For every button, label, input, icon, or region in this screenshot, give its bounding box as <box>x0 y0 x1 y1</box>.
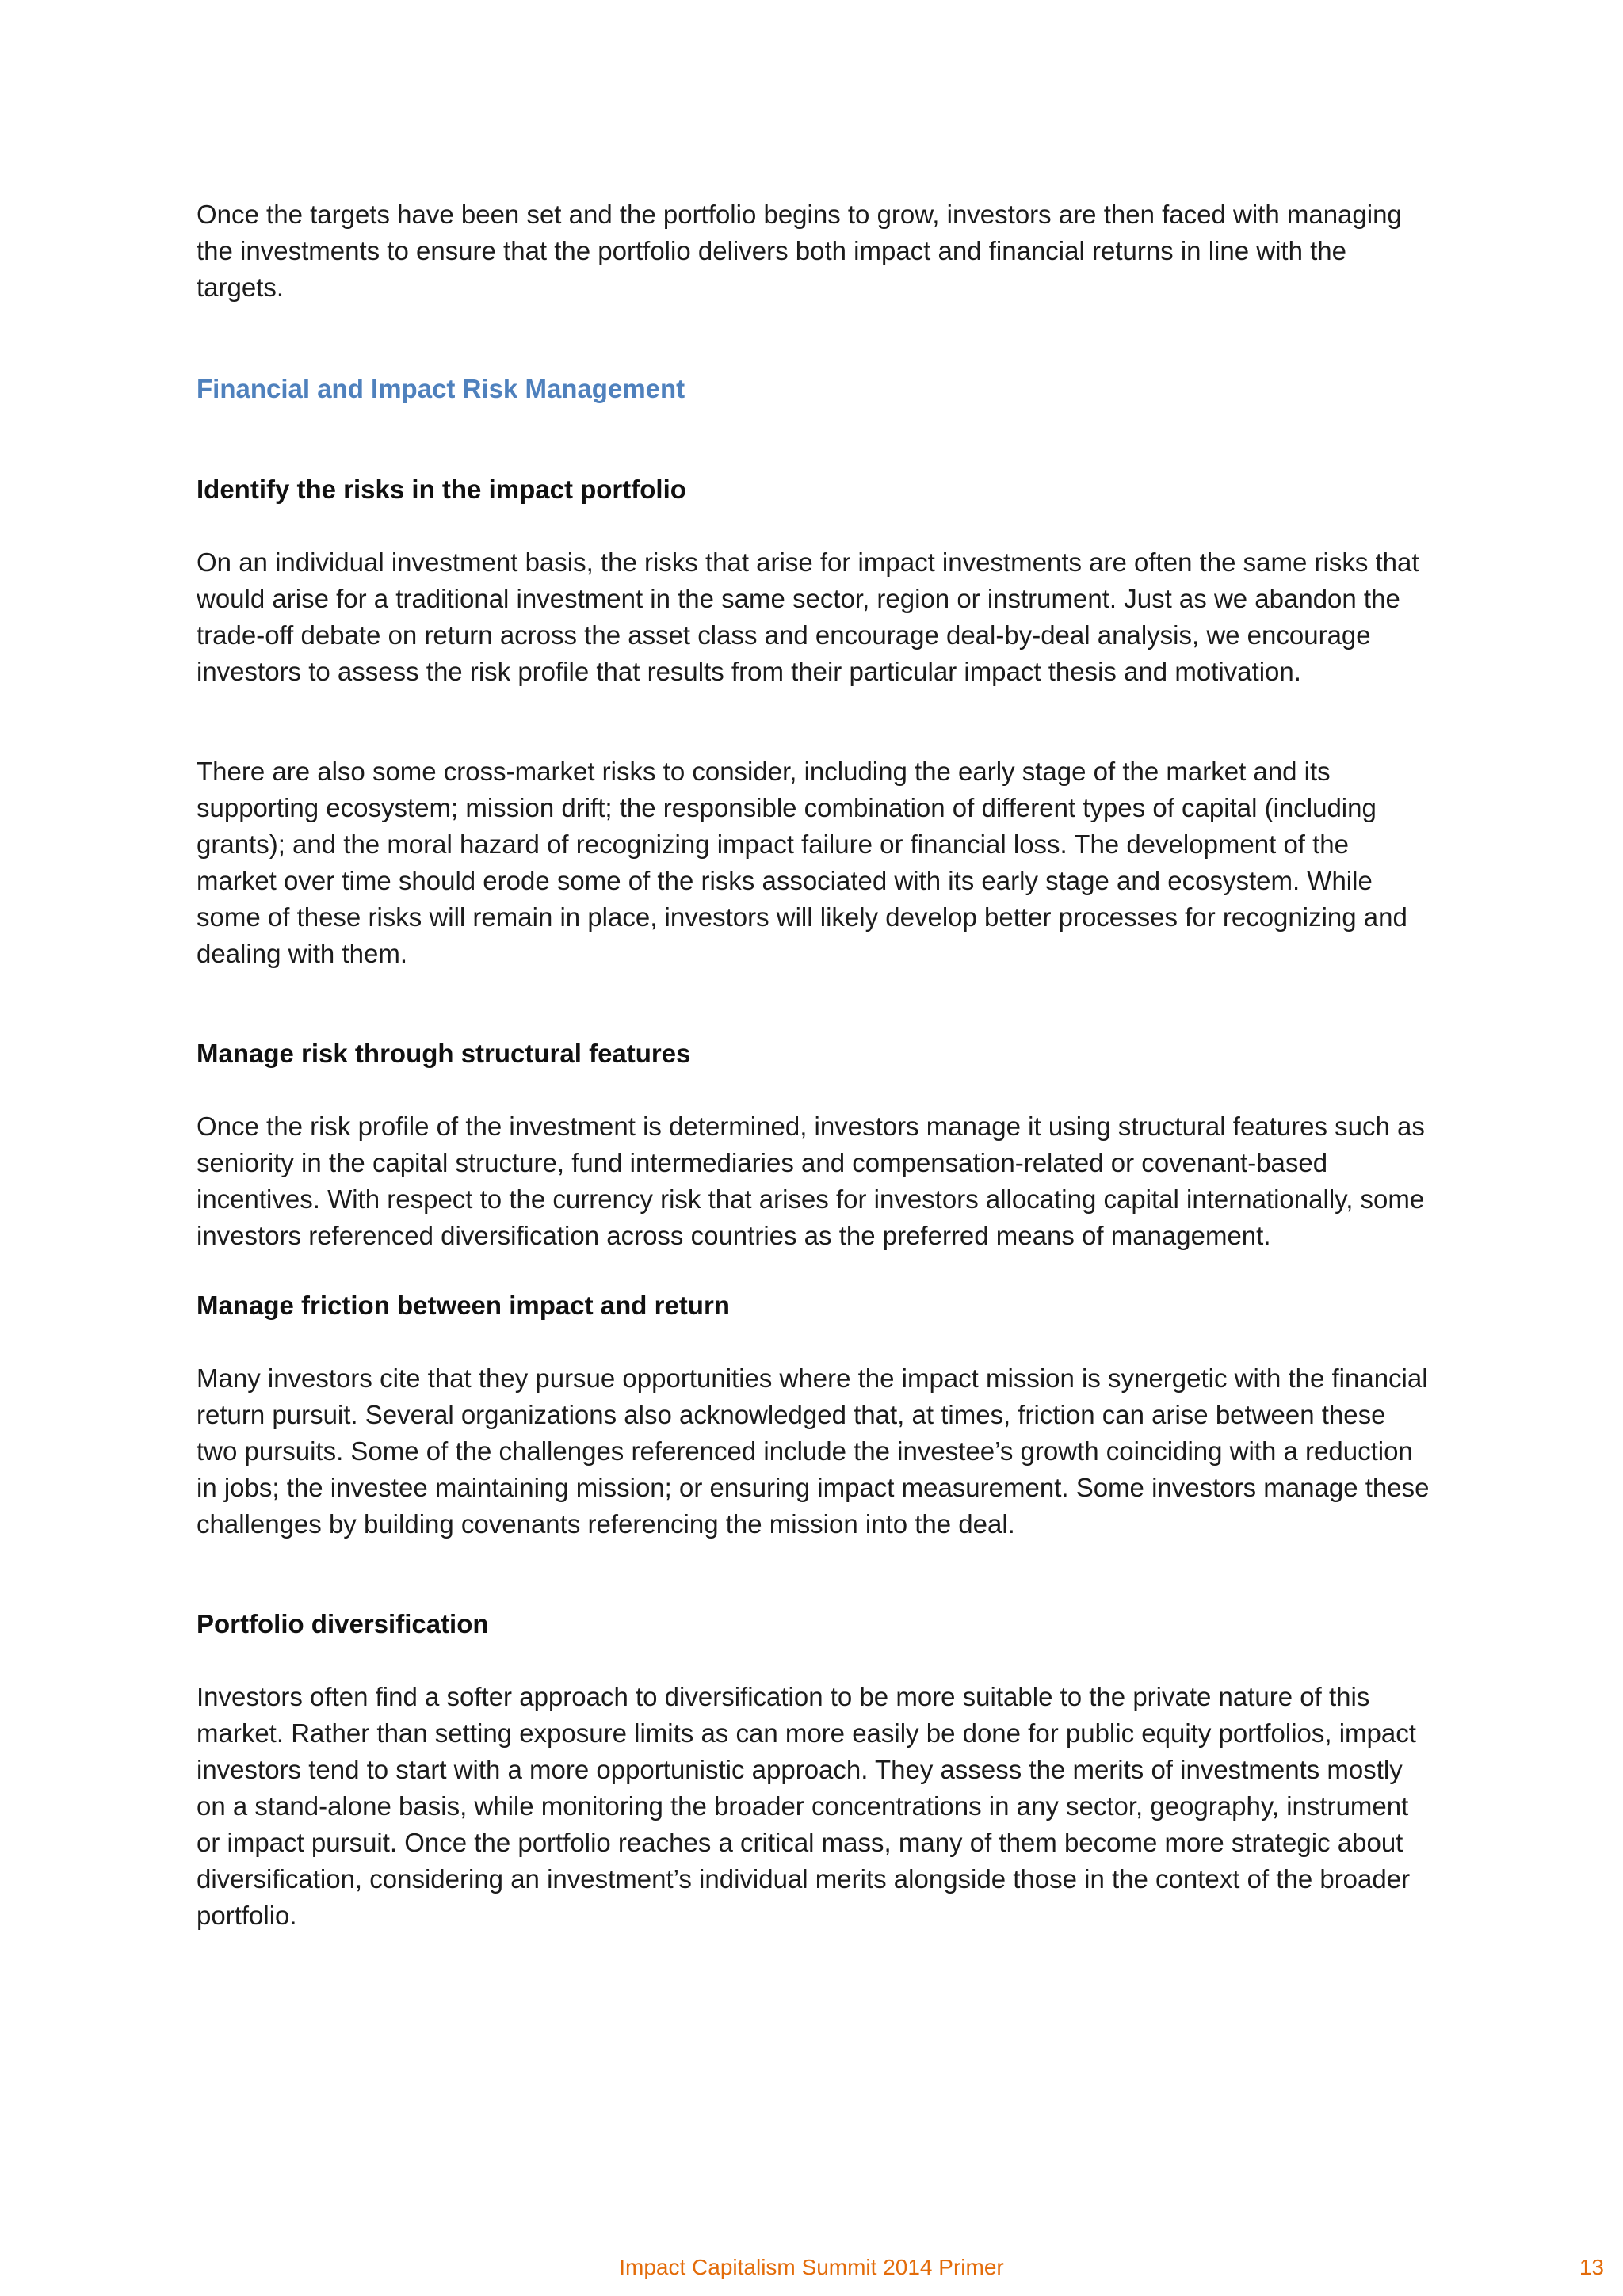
page-content <box>197 196 1433 1934</box>
structural-features-heading: Manage risk through structural features <box>197 1039 691 1068</box>
structural-features-paragraph: Once the risk profile of the investment is determined, investors manage it using structural features such as seniority in the capital structure, fund intermediaries and compensation-related or covenant-based incentives. With respect to the currency risk that arises for investors allocating capital internationally, some investors referenced diversification across countries as the preferred means of management. <box>197 1112 1425 1250</box>
page-number: 13 <box>1579 2255 1604 2279</box>
identify-risks-paragraph-2: There are also some cross-market risks to consider, including the early stage of the market and its supporting ecosystem; mission drift; the responsible combination of different types of capital (including grants); and the moral hazard of recognizing impact failure or financial loss. The development of the market over time should erode some of the risks associated with its early stage and ecosystem. While some of these risks will remain in place, investors will likely develop better processes for recognizing and dealing with them. <box>197 757 1407 968</box>
identify-risks-heading: Identify the risks in the impact portfolio <box>197 475 686 504</box>
friction-heading: Manage friction between impact and return <box>197 1291 730 1320</box>
diversification-heading: Portfolio diversification <box>197 1609 489 1638</box>
intro-paragraph: Once the targets have been set and the portfolio begins to grow, investors are then faced with managing the investments to ensure that the portfolio delivers both impact and financial returns in line with the targets. <box>197 200 1402 302</box>
identify-risks-paragraph-1: On an individual investment basis, the risks that arise for impact investments are often the same risks that would arise for a traditional investment in the same sector, region or instrument. Just as we abandon the trade-off debate on return across the asset class and encourage deal-by-deal analysis, we encourage investors to assess the risk profile that results from their particular impact thesis and motivation. <box>197 547 1419 686</box>
footer-title: Impact Capitalism Summit 2014 Primer <box>619 2255 1004 2279</box>
diversification-paragraph: Investors often find a softer approach to diversification to be more suitable to the private nature of this market. Rather than setting exposure limits as can more easily be done for public equity portfolios, impact investors tend to start with a more opportunistic approach. They assess the merits of investments mostly on a stand-alone basis, while monitoring the broader concentrations in any sector, geography, instrument or impact pursuit. Once the portfolio reaches a critical mass, many of them become more strategic about diversification, considering an investment’s individual merits alongside those in the context of the broader portfolio. <box>197 1682 1416 1930</box>
section-title: Financial and Impact Risk Management <box>197 374 685 403</box>
friction-paragraph: Many investors cite that they pursue opportunities where the impact mission is synergetic with the financial return pursuit. Several organizations also acknowledged that, at times, friction can arise between these two pursuits. Some of the challenges referenced include the investee’s growth coinciding with a reduction in jobs; the investee maintaining mission; or ensuring impact measurement. Some investors manage these challenges by building covenants referencing the mission into the deal. <box>197 1363 1430 1539</box>
